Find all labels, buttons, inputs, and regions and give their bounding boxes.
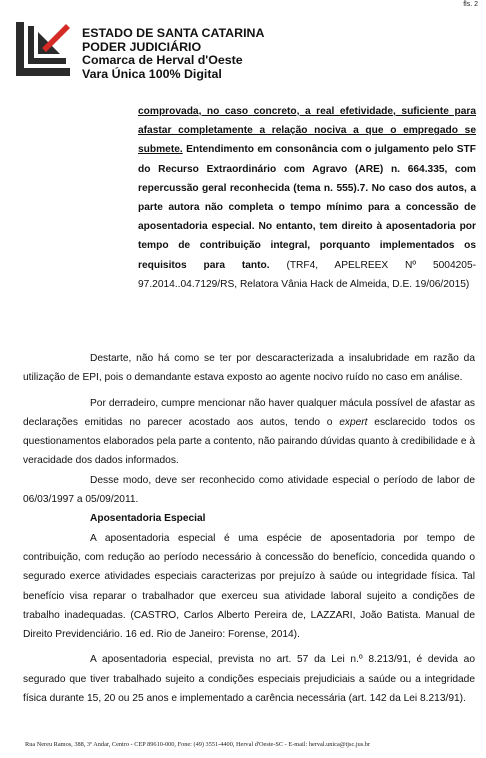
- page-footer: Rua Nereu Ramos, 388, 3º Andar, Centro - CEP 89610-000, Fone: (49) 3551-4400, Herval d'Oeste-SC - E-mail: herval.unica@tjsc.jus.br: [25, 741, 371, 748]
- paragraph-epi: Destarte, não há como se ter por descaracterizada a insalubridade em razão da utilização de EPI, pois o demandante estava exposto ao agente nocivo ruído no caso em análise.: [23, 353, 475, 384]
- paragraph-definition: A aposentadoria especial é uma espécie de aposentadoria por tempo de contribuição, com redução ao período necessário à concessão do benefício, concedida quando o segurado exerce atividades especiais caracterizas por prejuízo à saúde ou integridade física. Tal benefício visa reparar o trabalhador que exerceu sua atividade laboral sujeito a condições de trabalho inadequadas. (CASTRO, Carlos Alberto Pereira de, LAZZARI, João Batista. Manual de Direito Previdenciário. 16 ed. Rio de Janeiro: Forense, 2014).: [23, 532, 475, 641]
- paragraph-expert: [23, 394, 475, 471]
- jurisprudence-quote: [138, 102, 476, 294]
- header-court: Vara Única 100% Digital: [82, 66, 222, 81]
- section-heading: Aposentadoria Especial: [90, 513, 206, 525]
- quote-citation: (TRF4, APELREEX Nº 5004205-97.2014..04.7129/RS, Relatora Vânia Hack de Almeida, D.E. 19/06/2015): [138, 259, 477, 290]
- court-header: [82, 27, 264, 81]
- paragraph-expert-italic: expert: [339, 416, 368, 428]
- paragraph-law: A aposentadoria especial, prevista no art. 57 da Lei n.º 8.213/91, é devida ao segurado que tiver trabalhado sujeito a condições especiais prejudiciais a saúde ou a integridade física durante 15, 20 ou 25 anos e implementado a carência necessária (art. 142 da Lei 8.213/91).: [23, 654, 475, 705]
- page-number: fls. 2: [463, 1, 478, 8]
- paragraph-expert-text-2: esclarecido todos os questionamentos elaborados pela parte a contento, não pairando dúvidas quanto à credibilidade e à veracidade dos dados informados.: [23, 416, 475, 467]
- logo-corner-icon: [16, 22, 70, 76]
- header-power: PODER JUDICIÁRIO: [82, 39, 202, 54]
- quote-underlined-text: comprovada, no caso concreto, a real efetividade, suficiente para afastar completamente a relação nociva a que o empregado se submete.: [138, 106, 476, 156]
- header-state: ESTADO DE SANTA CATARINA: [82, 26, 265, 40]
- quote-bold-text: Entendimento em consonância com o julgamento pelo STF do Recurso Extraordinário com Agravo (ARE) n. 664.335, com repercussão geral reconhecida (tema n. 555).7. No caso dos autos, a parte autora não completa o tempo mínimo para a concessão de aposentadoria especial. No entanto, tem direito à aposentadoria por tempo de contribuição integral, porquanto implementados os requisitos para tanto.: [138, 144, 476, 271]
- header-district: Comarca de Herval d'Oeste: [82, 53, 243, 68]
- paragraph-expert-text-1: Por derradeiro, cumpre mencionar não haver qualquer mácula possível de afastar as declarações emitidas no parecer acostado aos autos, tendo o: [23, 397, 475, 428]
- paragraph-period: Desse modo, deve ser reconhecido como atividade especial o período de labor de 06/03/1997 a 05/09/2011.: [23, 474, 475, 506]
- document-body: [23, 349, 475, 708]
- court-logo: [14, 18, 72, 78]
